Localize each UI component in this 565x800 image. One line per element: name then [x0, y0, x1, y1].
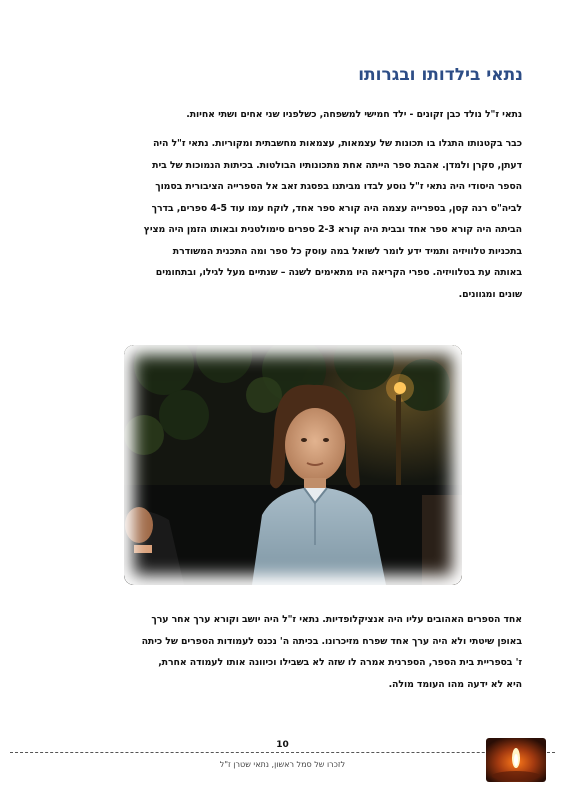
paragraph-line: הספר היסודי היה נתאי ז"ל נוסע לבדו מביתנו בפסגת זאב אל הספרייה הציבורית בסמוך — [155, 181, 522, 192]
portrait-photo — [124, 345, 462, 585]
footer-dedication: לזכרו של סמל ראשון, נתאי שטרן ז"ל — [219, 760, 346, 769]
section-heading: נתאי בילדותו ובגרותו — [358, 65, 523, 85]
paragraph-line: לביה"ס רנה קסן, בספרייה עצמה היה קורא ספר אחד, לוקח עמו עוד 4-5 ספרים, בדרך — [151, 202, 522, 214]
paragraph-line: בתכניות טלוויזיה ותמיד ידע לומר לשואל במה עוסק כל ספר ומה התכנית המשודרת — [172, 245, 522, 257]
page-number: 10 — [276, 740, 289, 750]
footer-divider — [10, 752, 555, 753]
paragraph-line: באופן שיטתי ולא היה ערך אחד שפרח מזיכרונו. בכיתה ה' נכנס לעמודות הספרים של כיתה — [141, 635, 522, 647]
intro-paragraph — [40, 105, 522, 125]
paragraph-line: דעתן, סקרן ולמדן. אהבת ספר הייתה אחת מתכונותיו הבולטות. בכיתות הנמוכות של בית — [152, 159, 522, 171]
paragraph-line: כבר בקטנותו התגלו בו תכונות של עצמאות, עצמאות מחשבתית ומקוריות. נתאי ז"ל היה — [152, 138, 522, 149]
memorial-candle-icon — [486, 738, 546, 782]
encyclopedia-paragraph — [40, 609, 522, 695]
paragraph-line: הביתה היה קורא ספר אחד ובבית היה קורא 2-3 ספרים סימולטנית ובאותו הזמן היה מציץ — [143, 224, 522, 235]
paragraph-line: אחד הספרים האהובים עליו היה אנציקלופדיות. נתאי ז"ל היה יושב וקורא ערך אחר ערך — [151, 614, 522, 625]
paragraph-line: ז' בספריית בית הספר, הספרנית אמרה לו שזה לא בשבילו וכיוונה אותו לעמודה אחרת, — [158, 657, 522, 668]
paragraph-line: היא לא ידעה מהו העומד מולה. — [388, 678, 522, 690]
paragraph-line: באותה עת בטלוויזיה. ספרי הקריאה היו מתאימים לשנה – שנתיים מעל לגילו, ובתחומים — [155, 267, 522, 278]
childhood-paragraph — [40, 133, 522, 305]
intro-line: נתאי ז"ל נולד כבן זקונים - ילד חמישי למשפחה, כשלפניו שני אחים ושתי אחיות. — [186, 109, 522, 120]
paragraph-line: שונים ומגוונים. — [458, 288, 522, 300]
